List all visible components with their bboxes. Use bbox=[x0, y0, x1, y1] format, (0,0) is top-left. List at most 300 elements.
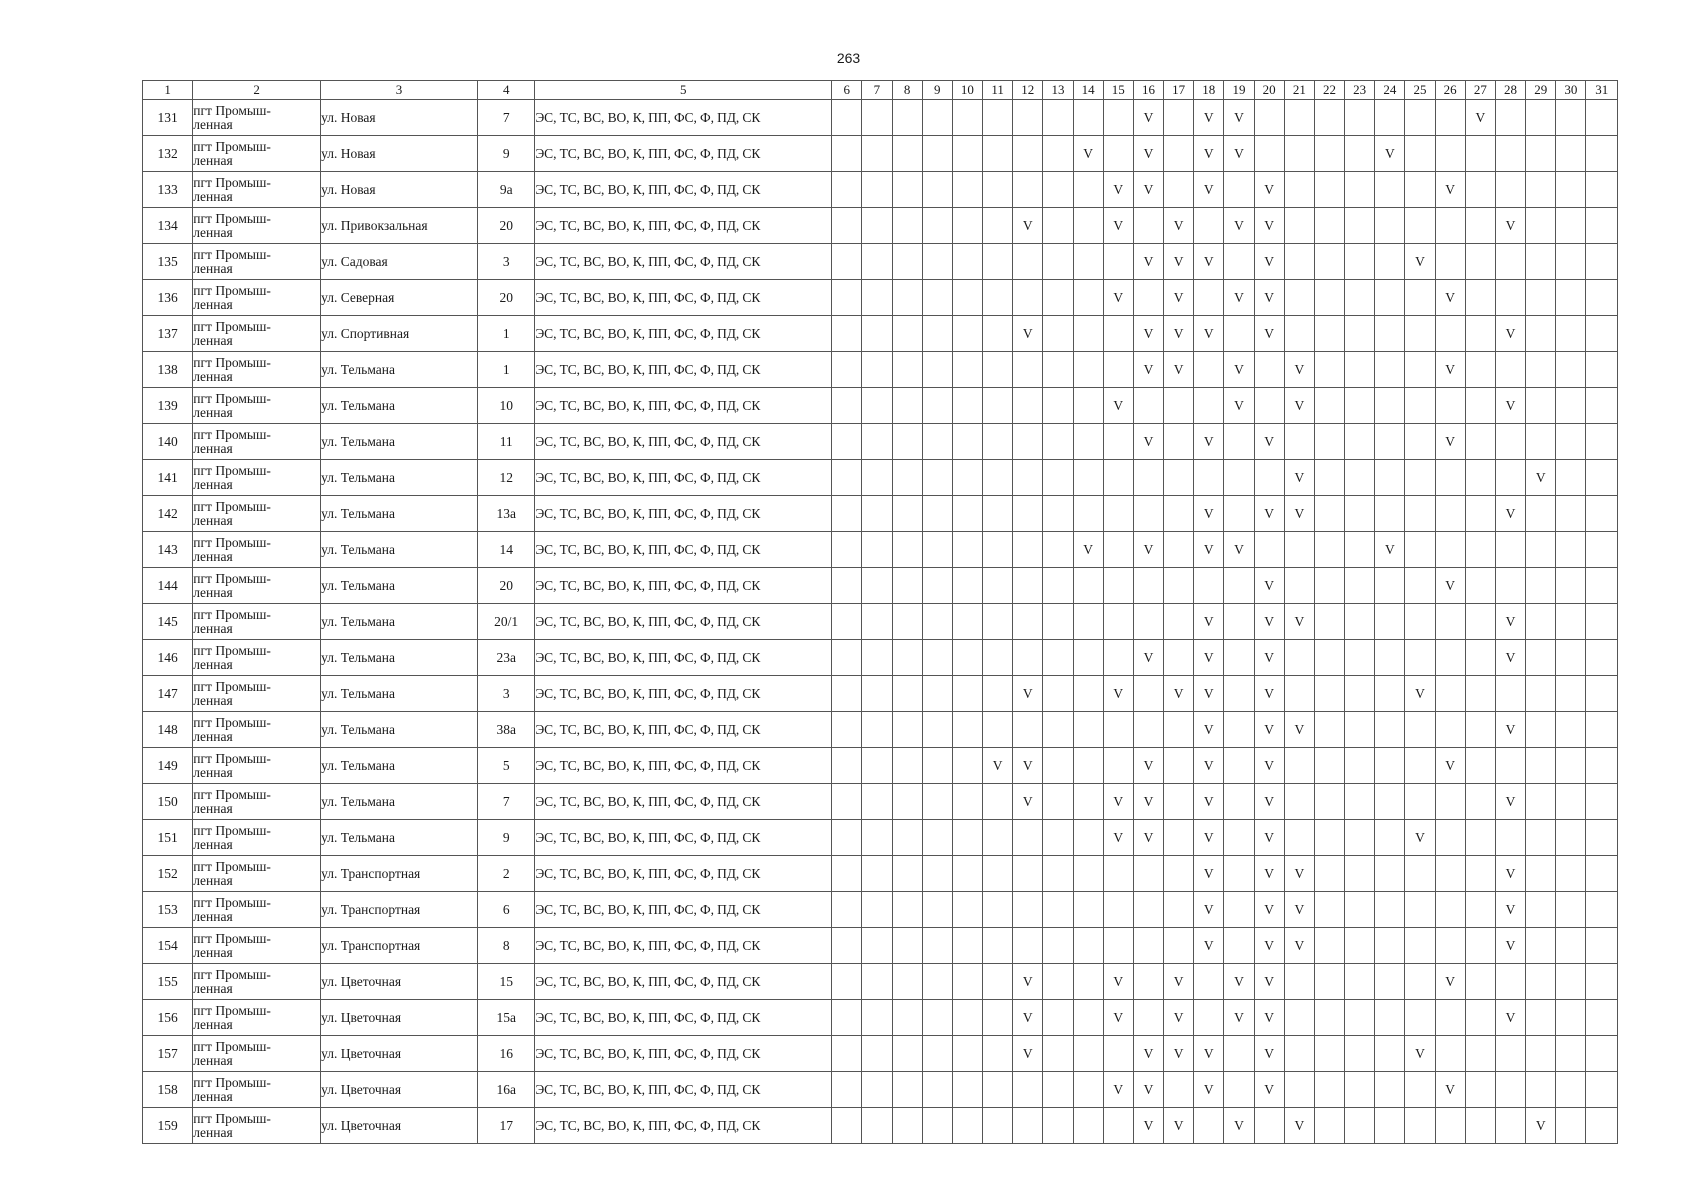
table-row bbox=[143, 460, 1618, 496]
empty-cell bbox=[1073, 676, 1103, 712]
empty-cell bbox=[862, 352, 892, 388]
empty-cell bbox=[1495, 964, 1525, 1000]
empty-cell bbox=[1405, 892, 1435, 928]
empty-cell bbox=[1345, 460, 1375, 496]
table-row bbox=[143, 496, 1618, 532]
empty-cell bbox=[1375, 244, 1405, 280]
empty-cell bbox=[1465, 532, 1495, 568]
empty-cell bbox=[1164, 928, 1194, 964]
empty-cell bbox=[892, 604, 922, 640]
row-number-cell: 150 bbox=[143, 784, 193, 820]
empty-cell bbox=[1133, 604, 1163, 640]
empty-cell bbox=[922, 244, 952, 280]
check-mark: V bbox=[1224, 280, 1254, 316]
table-row bbox=[143, 244, 1618, 280]
empty-cell bbox=[1495, 280, 1525, 316]
check-mark: V bbox=[1254, 1036, 1284, 1072]
empty-cell bbox=[1405, 1072, 1435, 1108]
empty-cell bbox=[983, 136, 1013, 172]
empty-cell bbox=[1465, 316, 1495, 352]
empty-cell bbox=[922, 676, 952, 712]
empty-cell bbox=[1043, 424, 1073, 460]
empty-cell bbox=[892, 676, 922, 712]
empty-cell bbox=[1345, 928, 1375, 964]
empty-cell bbox=[952, 604, 982, 640]
empty-cell bbox=[1103, 892, 1133, 928]
empty-cell bbox=[983, 1000, 1013, 1036]
check-mark: V bbox=[1133, 100, 1163, 136]
empty-cell bbox=[1375, 712, 1405, 748]
row-number-cell: 158 bbox=[143, 1072, 193, 1108]
column-header-14: 14 bbox=[1073, 81, 1103, 100]
empty-cell bbox=[1013, 172, 1043, 208]
check-mark: V bbox=[1103, 280, 1133, 316]
locality-cell: пгт Промыш- ленная bbox=[193, 1036, 321, 1072]
check-mark: V bbox=[1254, 496, 1284, 532]
check-mark: V bbox=[1284, 460, 1314, 496]
empty-cell bbox=[1224, 640, 1254, 676]
empty-cell bbox=[1435, 604, 1465, 640]
table-row bbox=[143, 424, 1618, 460]
empty-cell bbox=[922, 316, 952, 352]
empty-cell bbox=[1495, 172, 1525, 208]
check-mark: V bbox=[1194, 424, 1224, 460]
empty-cell bbox=[1405, 856, 1435, 892]
check-mark: V bbox=[1194, 244, 1224, 280]
empty-cell bbox=[1284, 748, 1314, 784]
empty-cell bbox=[1375, 640, 1405, 676]
empty-cell bbox=[922, 136, 952, 172]
empty-cell bbox=[1345, 676, 1375, 712]
empty-cell bbox=[1164, 712, 1194, 748]
empty-cell bbox=[1073, 388, 1103, 424]
column-header-15: 15 bbox=[1103, 81, 1133, 100]
empty-cell bbox=[983, 1108, 1013, 1144]
empty-cell bbox=[1465, 208, 1495, 244]
empty-cell bbox=[1043, 136, 1073, 172]
empty-cell bbox=[1013, 100, 1043, 136]
column-header-16: 16 bbox=[1133, 81, 1163, 100]
empty-cell bbox=[952, 1072, 982, 1108]
empty-cell bbox=[952, 820, 982, 856]
empty-cell bbox=[1345, 352, 1375, 388]
locality-cell: пгт Промыш- ленная bbox=[193, 748, 321, 784]
column-header-13: 13 bbox=[1043, 81, 1073, 100]
empty-cell bbox=[1586, 712, 1618, 748]
column-header-5: 5 bbox=[535, 81, 832, 100]
empty-cell bbox=[1224, 748, 1254, 784]
empty-cell bbox=[892, 496, 922, 532]
empty-cell bbox=[1103, 316, 1133, 352]
column-header-31: 31 bbox=[1586, 81, 1618, 100]
empty-cell bbox=[922, 280, 952, 316]
house-number-cell: 11 bbox=[478, 424, 535, 460]
empty-cell bbox=[1556, 388, 1586, 424]
table-row bbox=[143, 1036, 1618, 1072]
check-mark: V bbox=[1013, 784, 1043, 820]
empty-cell bbox=[1013, 820, 1043, 856]
empty-cell bbox=[1314, 784, 1344, 820]
empty-cell bbox=[1435, 784, 1465, 820]
empty-cell bbox=[1043, 856, 1073, 892]
empty-cell bbox=[1465, 352, 1495, 388]
check-mark: V bbox=[1133, 784, 1163, 820]
empty-cell bbox=[862, 1036, 892, 1072]
column-header-22: 22 bbox=[1314, 81, 1344, 100]
check-mark: V bbox=[1164, 352, 1194, 388]
empty-cell bbox=[832, 856, 862, 892]
empty-cell bbox=[922, 172, 952, 208]
empty-cell bbox=[1043, 820, 1073, 856]
empty-cell bbox=[1526, 712, 1556, 748]
empty-cell bbox=[1314, 820, 1344, 856]
empty-cell bbox=[952, 496, 982, 532]
check-mark: V bbox=[1224, 352, 1254, 388]
check-mark: V bbox=[1254, 172, 1284, 208]
empty-cell bbox=[1043, 964, 1073, 1000]
empty-cell bbox=[1073, 928, 1103, 964]
empty-cell bbox=[1314, 1036, 1344, 1072]
column-header-2: 2 bbox=[193, 81, 321, 100]
empty-cell bbox=[832, 532, 862, 568]
empty-cell bbox=[1013, 712, 1043, 748]
row-number-cell: 149 bbox=[143, 748, 193, 784]
locality-cell: пгт Промыш- ленная bbox=[193, 676, 321, 712]
house-number-cell: 10 bbox=[478, 388, 535, 424]
empty-cell bbox=[1556, 1108, 1586, 1144]
empty-cell bbox=[1314, 1000, 1344, 1036]
column-header-8: 8 bbox=[892, 81, 922, 100]
empty-cell bbox=[952, 784, 982, 820]
locality-cell: пгт Промыш- ленная bbox=[193, 568, 321, 604]
row-number-cell: 132 bbox=[143, 136, 193, 172]
check-mark: V bbox=[1435, 280, 1465, 316]
empty-cell bbox=[862, 244, 892, 280]
empty-cell bbox=[952, 388, 982, 424]
empty-cell bbox=[922, 100, 952, 136]
empty-cell bbox=[1284, 1072, 1314, 1108]
services-cell: ЭС, ТС, ВС, ВО, К, ПП, ФС, Ф, ПД, СК bbox=[535, 388, 832, 424]
empty-cell bbox=[1073, 568, 1103, 604]
empty-cell bbox=[1586, 136, 1618, 172]
empty-cell bbox=[1375, 316, 1405, 352]
empty-cell bbox=[832, 676, 862, 712]
services-cell: ЭС, ТС, ВС, ВО, К, ПП, ФС, Ф, ПД, СК bbox=[535, 820, 832, 856]
locality-cell: пгт Промыш- ленная bbox=[193, 172, 321, 208]
empty-cell bbox=[952, 1108, 982, 1144]
empty-cell bbox=[1465, 1108, 1495, 1144]
empty-cell bbox=[892, 424, 922, 460]
empty-cell bbox=[1284, 136, 1314, 172]
services-cell: ЭС, ТС, ВС, ВО, К, ПП, ФС, Ф, ПД, СК bbox=[535, 352, 832, 388]
empty-cell bbox=[1164, 100, 1194, 136]
check-mark: V bbox=[1013, 208, 1043, 244]
empty-cell bbox=[922, 388, 952, 424]
table-body bbox=[143, 100, 1618, 1144]
empty-cell bbox=[1556, 100, 1586, 136]
empty-cell bbox=[832, 352, 862, 388]
empty-cell bbox=[1556, 820, 1586, 856]
empty-cell bbox=[862, 676, 892, 712]
empty-cell bbox=[1133, 712, 1163, 748]
empty-cell bbox=[1345, 892, 1375, 928]
locality-cell: пгт Промыш- ленная bbox=[193, 136, 321, 172]
services-cell: ЭС, ТС, ВС, ВО, К, ПП, ФС, Ф, ПД, СК bbox=[535, 172, 832, 208]
empty-cell bbox=[1073, 424, 1103, 460]
house-number-cell: 3 bbox=[478, 244, 535, 280]
empty-cell bbox=[1284, 316, 1314, 352]
empty-cell bbox=[892, 856, 922, 892]
empty-cell bbox=[1556, 352, 1586, 388]
empty-cell bbox=[1194, 964, 1224, 1000]
table-row bbox=[143, 820, 1618, 856]
empty-cell bbox=[1556, 748, 1586, 784]
services-cell: ЭС, ТС, ВС, ВО, К, ПП, ФС, Ф, ПД, СК bbox=[535, 460, 832, 496]
row-number-cell: 140 bbox=[143, 424, 193, 460]
empty-cell bbox=[1314, 424, 1344, 460]
empty-cell bbox=[983, 172, 1013, 208]
check-mark: V bbox=[1254, 676, 1284, 712]
empty-cell bbox=[1133, 460, 1163, 496]
empty-cell bbox=[892, 784, 922, 820]
empty-cell bbox=[1314, 352, 1344, 388]
check-mark: V bbox=[1164, 208, 1194, 244]
column-header-26: 26 bbox=[1435, 81, 1465, 100]
empty-cell bbox=[1586, 1000, 1618, 1036]
empty-cell bbox=[1495, 820, 1525, 856]
locality-cell: пгт Промыш- ленная bbox=[193, 640, 321, 676]
empty-cell bbox=[1043, 784, 1073, 820]
empty-cell bbox=[952, 856, 982, 892]
empty-cell bbox=[832, 640, 862, 676]
empty-cell bbox=[1435, 712, 1465, 748]
empty-cell bbox=[1254, 352, 1284, 388]
empty-cell bbox=[922, 928, 952, 964]
empty-cell bbox=[892, 280, 922, 316]
house-number-cell: 9 bbox=[478, 820, 535, 856]
empty-cell bbox=[1526, 136, 1556, 172]
row-number-cell: 154 bbox=[143, 928, 193, 964]
empty-cell bbox=[1133, 856, 1163, 892]
empty-cell bbox=[1435, 100, 1465, 136]
empty-cell bbox=[1073, 604, 1103, 640]
empty-cell bbox=[1375, 676, 1405, 712]
empty-cell bbox=[1375, 388, 1405, 424]
check-mark: V bbox=[1133, 244, 1163, 280]
empty-cell bbox=[1526, 532, 1556, 568]
check-mark: V bbox=[1013, 676, 1043, 712]
check-mark: V bbox=[1133, 1108, 1163, 1144]
empty-cell bbox=[1073, 172, 1103, 208]
empty-cell bbox=[1526, 244, 1556, 280]
street-cell: ул. Транспортная bbox=[321, 928, 478, 964]
empty-cell bbox=[1043, 496, 1073, 532]
empty-cell bbox=[1375, 424, 1405, 460]
empty-cell bbox=[1314, 604, 1344, 640]
house-number-cell: 20 bbox=[478, 280, 535, 316]
empty-cell bbox=[1133, 1000, 1163, 1036]
column-header-21: 21 bbox=[1284, 81, 1314, 100]
empty-cell bbox=[1133, 208, 1163, 244]
empty-cell bbox=[1375, 964, 1405, 1000]
check-mark: V bbox=[1526, 1108, 1556, 1144]
street-cell: ул. Новая bbox=[321, 100, 478, 136]
house-number-cell: 1 bbox=[478, 352, 535, 388]
empty-cell bbox=[1526, 496, 1556, 532]
empty-cell bbox=[1435, 388, 1465, 424]
empty-cell bbox=[832, 1036, 862, 1072]
empty-cell bbox=[1375, 928, 1405, 964]
check-mark: V bbox=[1013, 316, 1043, 352]
empty-cell bbox=[1435, 496, 1465, 532]
empty-cell bbox=[983, 604, 1013, 640]
check-mark: V bbox=[1254, 928, 1284, 964]
check-mark: V bbox=[1133, 640, 1163, 676]
empty-cell bbox=[1043, 676, 1073, 712]
empty-cell bbox=[1375, 1036, 1405, 1072]
street-cell: ул. Цветочная bbox=[321, 964, 478, 1000]
check-mark: V bbox=[1133, 136, 1163, 172]
empty-cell bbox=[1375, 496, 1405, 532]
table-row bbox=[143, 964, 1618, 1000]
check-mark: V bbox=[1194, 136, 1224, 172]
empty-cell bbox=[892, 1036, 922, 1072]
locality-cell: пгт Промыш- ленная bbox=[193, 208, 321, 244]
empty-cell bbox=[1526, 1000, 1556, 1036]
street-cell: ул. Транспортная bbox=[321, 892, 478, 928]
empty-cell bbox=[1405, 1108, 1435, 1144]
empty-cell bbox=[1224, 460, 1254, 496]
empty-cell bbox=[952, 928, 982, 964]
empty-cell bbox=[1103, 928, 1133, 964]
empty-cell bbox=[1435, 208, 1465, 244]
empty-cell bbox=[1103, 604, 1133, 640]
empty-cell bbox=[952, 316, 982, 352]
empty-cell bbox=[832, 1108, 862, 1144]
services-cell: ЭС, ТС, ВС, ВО, К, ПП, ФС, Ф, ПД, СК bbox=[535, 928, 832, 964]
check-mark: V bbox=[1133, 172, 1163, 208]
house-number-cell: 7 bbox=[478, 784, 535, 820]
empty-cell bbox=[1073, 1108, 1103, 1144]
empty-cell bbox=[1013, 280, 1043, 316]
empty-cell bbox=[1133, 676, 1163, 712]
services-cell: ЭС, ТС, ВС, ВО, К, ПП, ФС, Ф, ПД, СК bbox=[535, 316, 832, 352]
empty-cell bbox=[983, 316, 1013, 352]
empty-cell bbox=[892, 964, 922, 1000]
empty-cell bbox=[832, 964, 862, 1000]
locality-cell: пгт Промыш- ленная bbox=[193, 856, 321, 892]
empty-cell bbox=[1556, 172, 1586, 208]
empty-cell bbox=[1526, 424, 1556, 460]
check-mark: V bbox=[1254, 640, 1284, 676]
check-mark: V bbox=[1224, 388, 1254, 424]
house-number-cell: 7 bbox=[478, 100, 535, 136]
check-mark: V bbox=[1224, 532, 1254, 568]
row-number-cell: 136 bbox=[143, 280, 193, 316]
empty-cell bbox=[983, 208, 1013, 244]
empty-cell bbox=[1345, 964, 1375, 1000]
check-mark: V bbox=[1133, 820, 1163, 856]
services-cell: ЭС, ТС, ВС, ВО, К, ПП, ФС, Ф, ПД, СК bbox=[535, 892, 832, 928]
services-cell: ЭС, ТС, ВС, ВО, К, ПП, ФС, Ф, ПД, СК bbox=[535, 748, 832, 784]
empty-cell bbox=[1194, 208, 1224, 244]
empty-cell bbox=[1314, 856, 1344, 892]
services-cell: ЭС, ТС, ВС, ВО, К, ПП, ФС, Ф, ПД, СК bbox=[535, 856, 832, 892]
street-cell: ул. Тельмана bbox=[321, 532, 478, 568]
check-mark: V bbox=[1103, 388, 1133, 424]
column-header-30: 30 bbox=[1556, 81, 1586, 100]
empty-cell bbox=[862, 748, 892, 784]
house-number-cell: 3 bbox=[478, 676, 535, 712]
check-mark: V bbox=[1133, 424, 1163, 460]
empty-cell bbox=[1224, 892, 1254, 928]
empty-cell bbox=[1314, 496, 1344, 532]
check-mark: V bbox=[1284, 1108, 1314, 1144]
empty-cell bbox=[1224, 424, 1254, 460]
column-header-28: 28 bbox=[1495, 81, 1525, 100]
street-cell: ул. Новая bbox=[321, 172, 478, 208]
empty-cell bbox=[1164, 388, 1194, 424]
empty-cell bbox=[1465, 568, 1495, 604]
check-mark: V bbox=[1194, 712, 1224, 748]
empty-cell bbox=[1164, 820, 1194, 856]
services-cell: ЭС, ТС, ВС, ВО, К, ПП, ФС, Ф, ПД, СК bbox=[535, 1108, 832, 1144]
table-header-row bbox=[143, 81, 1618, 100]
empty-cell bbox=[1314, 892, 1344, 928]
locality-cell: пгт Промыш- ленная bbox=[193, 604, 321, 640]
column-header-9: 9 bbox=[922, 81, 952, 100]
empty-cell bbox=[1465, 172, 1495, 208]
check-mark: V bbox=[1164, 964, 1194, 1000]
empty-cell bbox=[922, 532, 952, 568]
empty-cell bbox=[1314, 964, 1344, 1000]
empty-cell bbox=[983, 100, 1013, 136]
empty-cell bbox=[1495, 352, 1525, 388]
check-mark: V bbox=[1284, 496, 1314, 532]
empty-cell bbox=[1586, 352, 1618, 388]
check-mark: V bbox=[1133, 1036, 1163, 1072]
check-mark: V bbox=[1013, 748, 1043, 784]
empty-cell bbox=[983, 568, 1013, 604]
empty-cell bbox=[1405, 928, 1435, 964]
empty-cell bbox=[892, 136, 922, 172]
house-number-cell: 20/1 bbox=[478, 604, 535, 640]
empty-cell bbox=[1043, 640, 1073, 676]
empty-cell bbox=[1314, 748, 1344, 784]
house-number-cell: 20 bbox=[478, 568, 535, 604]
empty-cell bbox=[1284, 964, 1314, 1000]
services-cell: ЭС, ТС, ВС, ВО, К, ПП, ФС, Ф, ПД, СК bbox=[535, 136, 832, 172]
empty-cell bbox=[1284, 676, 1314, 712]
empty-cell bbox=[983, 244, 1013, 280]
empty-cell bbox=[832, 244, 862, 280]
empty-cell bbox=[952, 964, 982, 1000]
check-mark: V bbox=[1435, 1072, 1465, 1108]
empty-cell bbox=[1465, 928, 1495, 964]
street-cell: ул. Цветочная bbox=[321, 1108, 478, 1144]
empty-cell bbox=[1013, 460, 1043, 496]
empty-cell bbox=[1073, 244, 1103, 280]
empty-cell bbox=[1073, 100, 1103, 136]
row-number-cell: 138 bbox=[143, 352, 193, 388]
table-row bbox=[143, 388, 1618, 424]
check-mark: V bbox=[1194, 640, 1224, 676]
row-number-cell: 155 bbox=[143, 964, 193, 1000]
empty-cell bbox=[1495, 244, 1525, 280]
empty-cell bbox=[1495, 1036, 1525, 1072]
empty-cell bbox=[952, 712, 982, 748]
empty-cell bbox=[832, 568, 862, 604]
